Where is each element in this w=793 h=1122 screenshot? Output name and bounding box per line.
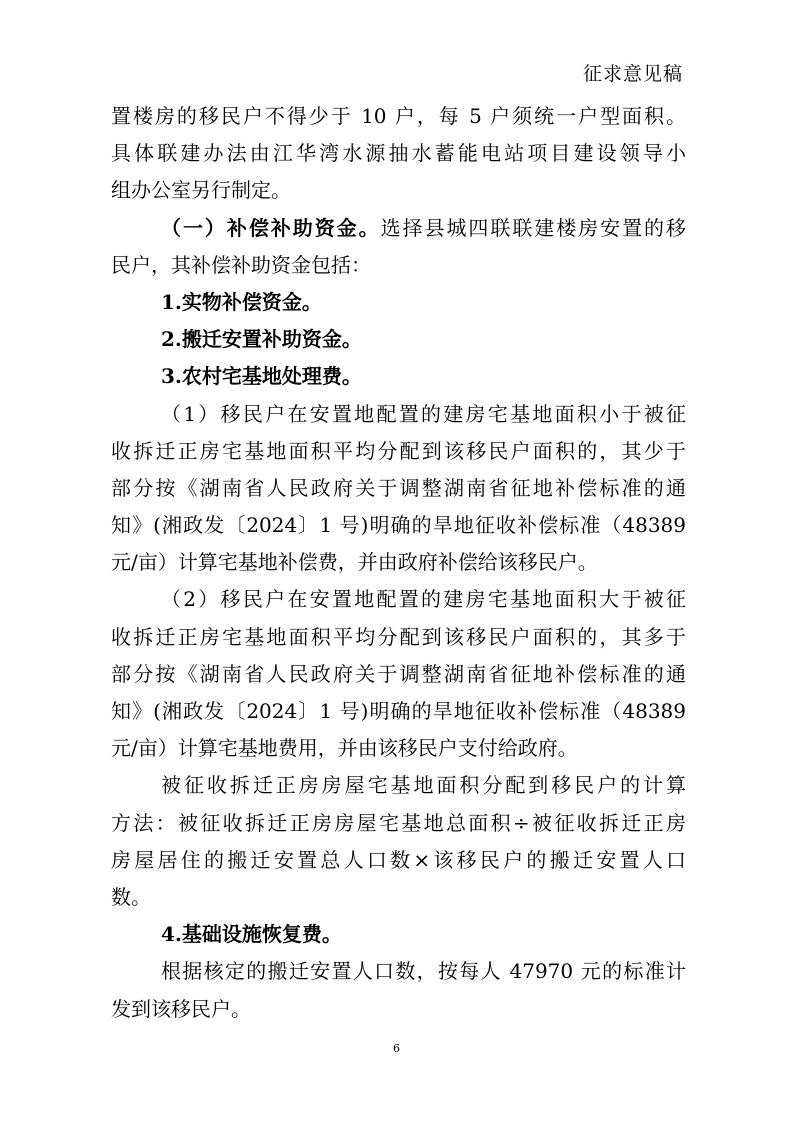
item-heading: 3.农村宅基地处理费。 bbox=[161, 364, 362, 389]
document-body bbox=[111, 98, 686, 1028]
section-heading: （一）补偿补助资金。 bbox=[161, 215, 381, 240]
body-line: 元/亩）计算宅基地费用，并由该移民户支付给政府。 bbox=[111, 736, 578, 761]
item-heading: 1.实物补偿资金。 bbox=[161, 289, 322, 314]
body-line: 发到该移民户。 bbox=[111, 996, 251, 1021]
body-line: 收拆迁正房宅基地面积平均分配到该移民户面积的，其多于 bbox=[111, 624, 686, 649]
body-line: 被征收拆迁正房房屋宅基地面积分配到移民户的计算 bbox=[161, 773, 686, 798]
body-line: 具体联建办法由江华湾水源抽水蓄能电站项目建设领导小 bbox=[111, 141, 686, 166]
body-line: 置楼房的移民户不得少于 10 户，每 5 户须统一户型面积。 bbox=[111, 104, 686, 128]
body-line: 组办公室另行制定。 bbox=[111, 178, 291, 203]
section-heading-line bbox=[111, 210, 686, 247]
body-line: 收拆迁正房宅基地面积平均分配到该移民户面积的，其少于 bbox=[111, 438, 686, 463]
page-number: 6 bbox=[393, 1042, 400, 1055]
body-line: 部分按《湖南省人民政府关于调整湖南省征地补偿标准的通 bbox=[111, 661, 686, 686]
body-line: 知》(湘政发〔2024〕1 号)明确的旱地征收补偿标准（48389 bbox=[111, 513, 686, 538]
body-line: 元/亩）计算宅基地补偿费，并由政府补偿给该移民户。 bbox=[111, 550, 598, 575]
body-line: 民户，其补偿补助资金包括： bbox=[111, 252, 371, 277]
body-line: 方法：被征收拆迁正房房屋宅基地总面积÷被征收拆迁正房 bbox=[111, 810, 686, 835]
body-line: 知》(湘政发〔2024〕1 号)明确的旱地征收补偿标准（48389 bbox=[111, 699, 686, 723]
body-line: 数。 bbox=[111, 884, 151, 909]
body-line: （2）移民户在安置地配置的建房宅基地面积大于被征 bbox=[161, 587, 686, 612]
section-heading-text: 选择县城四联联建楼房安置的移 bbox=[380, 215, 687, 240]
draft-label: 征求意见稿 bbox=[582, 63, 683, 85]
body-line: （1）移民户在安置地配置的建房宅基地面积小于被征 bbox=[161, 401, 686, 426]
body-line: 根据核定的搬迁安置人口数，按每人 47970 元的标准计 bbox=[161, 959, 686, 984]
body-line: 部分按《湖南省人民政府关于调整湖南省征地补偿标准的通 bbox=[111, 475, 686, 500]
body-line: 房屋居住的搬迁安置总人口数×该移民户的搬迁安置人口 bbox=[111, 847, 686, 872]
item-heading: 4.基础设施恢复费。 bbox=[161, 922, 342, 947]
item-heading: 2.搬迁安置补助资金。 bbox=[161, 327, 362, 352]
